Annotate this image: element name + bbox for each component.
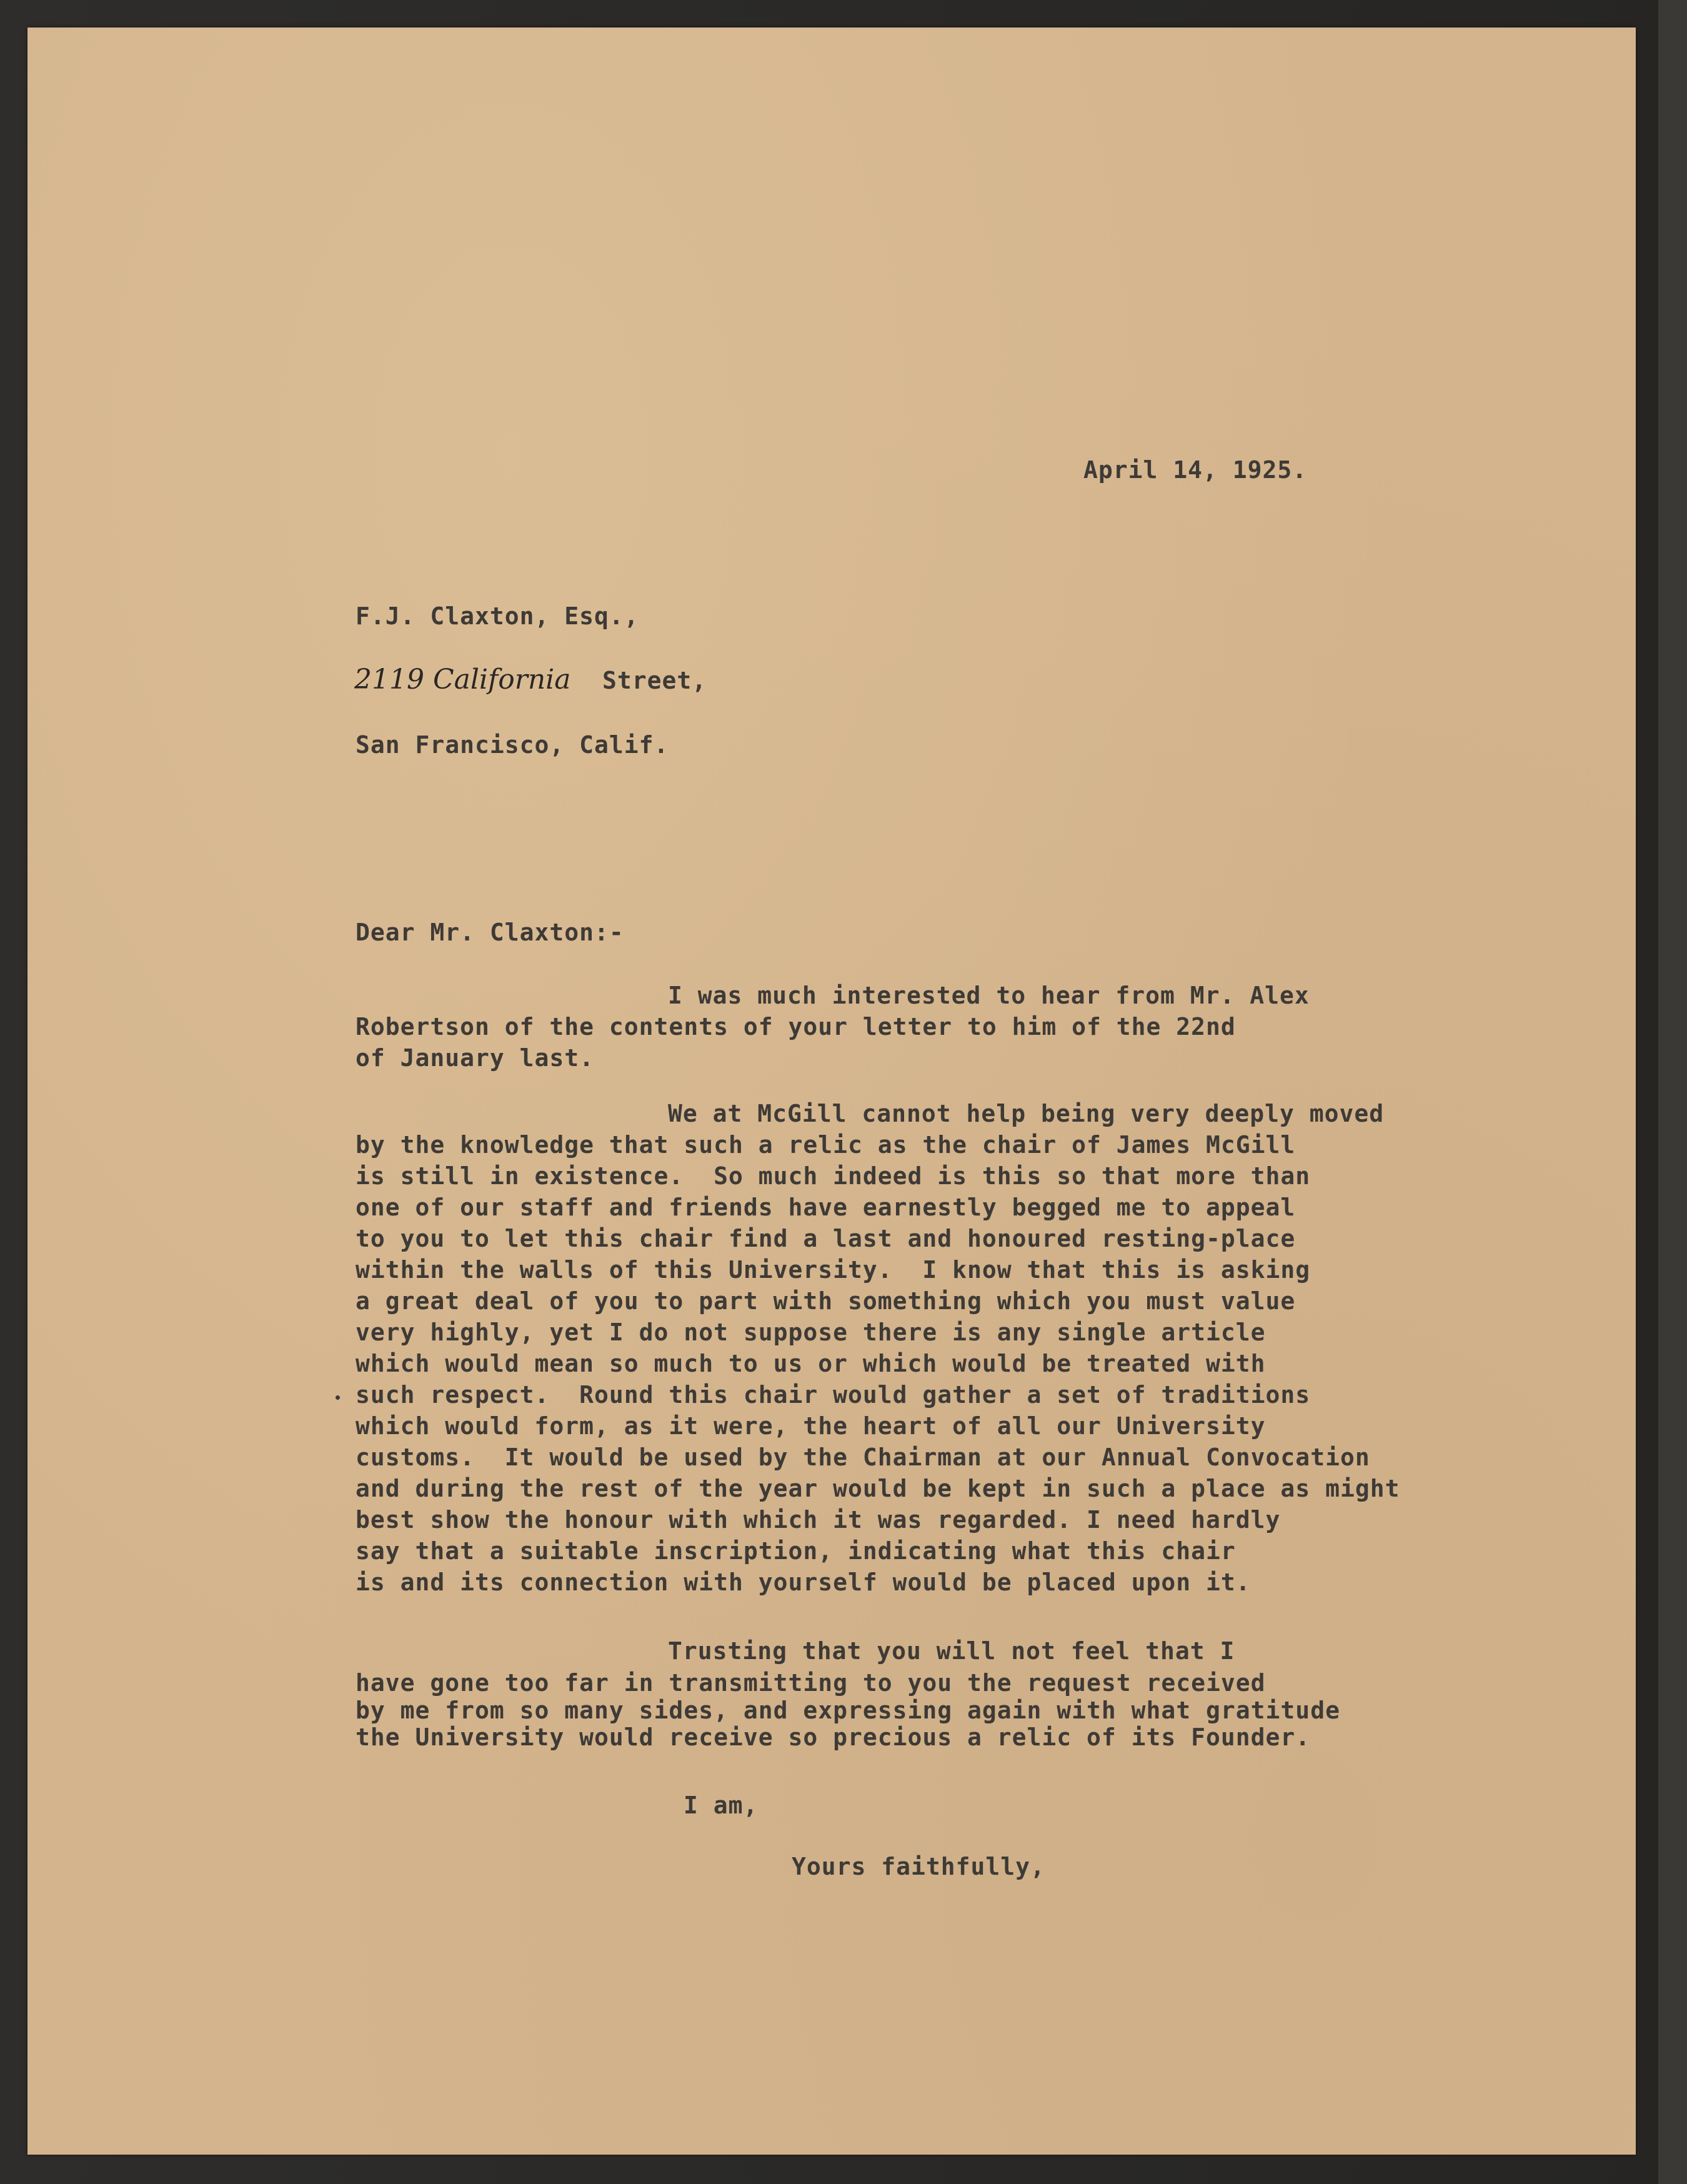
paragraph-2-line: We at McGill cannot help being very deeply moved bbox=[668, 1100, 1385, 1127]
paragraph-3-line: by me from so many sides, and expressing again with what gratitude bbox=[356, 1697, 1340, 1724]
paragraph-2-line: within the walls of this University. I know that this is asking bbox=[356, 1256, 1311, 1284]
stray-ink-mark bbox=[336, 1395, 340, 1400]
paragraph-2-line: by the knowledge that such a relic as the chair of James McGill bbox=[356, 1131, 1296, 1159]
paragraph-2-line: is still in existence. So much indeed is this so that more than bbox=[356, 1162, 1311, 1190]
paragraph-1-line: I was much interested to hear from Mr. Alex bbox=[668, 982, 1310, 1009]
paragraph-2-line: a great deal of you to part with something which you must value bbox=[356, 1287, 1296, 1315]
paragraph-1-line: Robertson of the contents of your letter to him of the 22nd bbox=[356, 1013, 1236, 1040]
closing-yours-faithfully: Yours faithfully, bbox=[792, 1853, 1045, 1880]
paragraph-2-line: and during the rest of the year would be kept in such a place as might bbox=[356, 1475, 1400, 1502]
recipient-street: Street, bbox=[602, 667, 707, 694]
paragraph-2-line: one of our staff and friends have earnestly begged me to appeal bbox=[356, 1194, 1296, 1221]
recipient-name: F.J. Claxton, Esq., bbox=[356, 602, 639, 630]
paragraph-2-line: is and its connection with yourself would be placed upon it. bbox=[356, 1568, 1251, 1596]
paragraph-2-line: which would mean so much to us or which would be treated with bbox=[356, 1350, 1266, 1377]
paragraph-3-line: the University would receive so precious a relic of its Founder. bbox=[356, 1723, 1311, 1751]
paragraph-2-line: which would form, as it were, the heart of all our University bbox=[356, 1412, 1266, 1440]
paragraph-2-line: say that a suitable inscription, indicating what this chair bbox=[356, 1537, 1236, 1565]
paragraph-1-line: of January last. bbox=[356, 1044, 595, 1072]
paragraph-2-line: very highly, yet I do not suppose there is any single article bbox=[356, 1319, 1266, 1346]
paragraph-2-line: best show the honour with which it was regarded. I need hardly bbox=[356, 1506, 1281, 1533]
paragraph-2-line: customs. It would be used by the Chairman at our Annual Convocation bbox=[356, 1444, 1370, 1471]
recipient-city: San Francisco, Calif. bbox=[356, 731, 669, 759]
scan-edge bbox=[1658, 0, 1687, 2184]
salutation: Dear Mr. Claxton:- bbox=[356, 919, 624, 946]
paragraph-3-line: Trusting that you will not feel that I bbox=[668, 1637, 1235, 1665]
paragraph-3-line: have gone too far in transmitting to you the request received bbox=[356, 1669, 1266, 1697]
letter-date: April 14, 1925. bbox=[1083, 456, 1308, 484]
closing-i-am: I am, bbox=[684, 1792, 759, 1819]
handwritten-street-number: 2119 California bbox=[354, 664, 571, 696]
letter-page bbox=[27, 27, 1636, 2155]
paragraph-2-line: to you to let this chair find a last and honoured resting-place bbox=[356, 1225, 1296, 1252]
paragraph-2-line: such respect. Round this chair would gather a set of traditions bbox=[356, 1381, 1311, 1409]
